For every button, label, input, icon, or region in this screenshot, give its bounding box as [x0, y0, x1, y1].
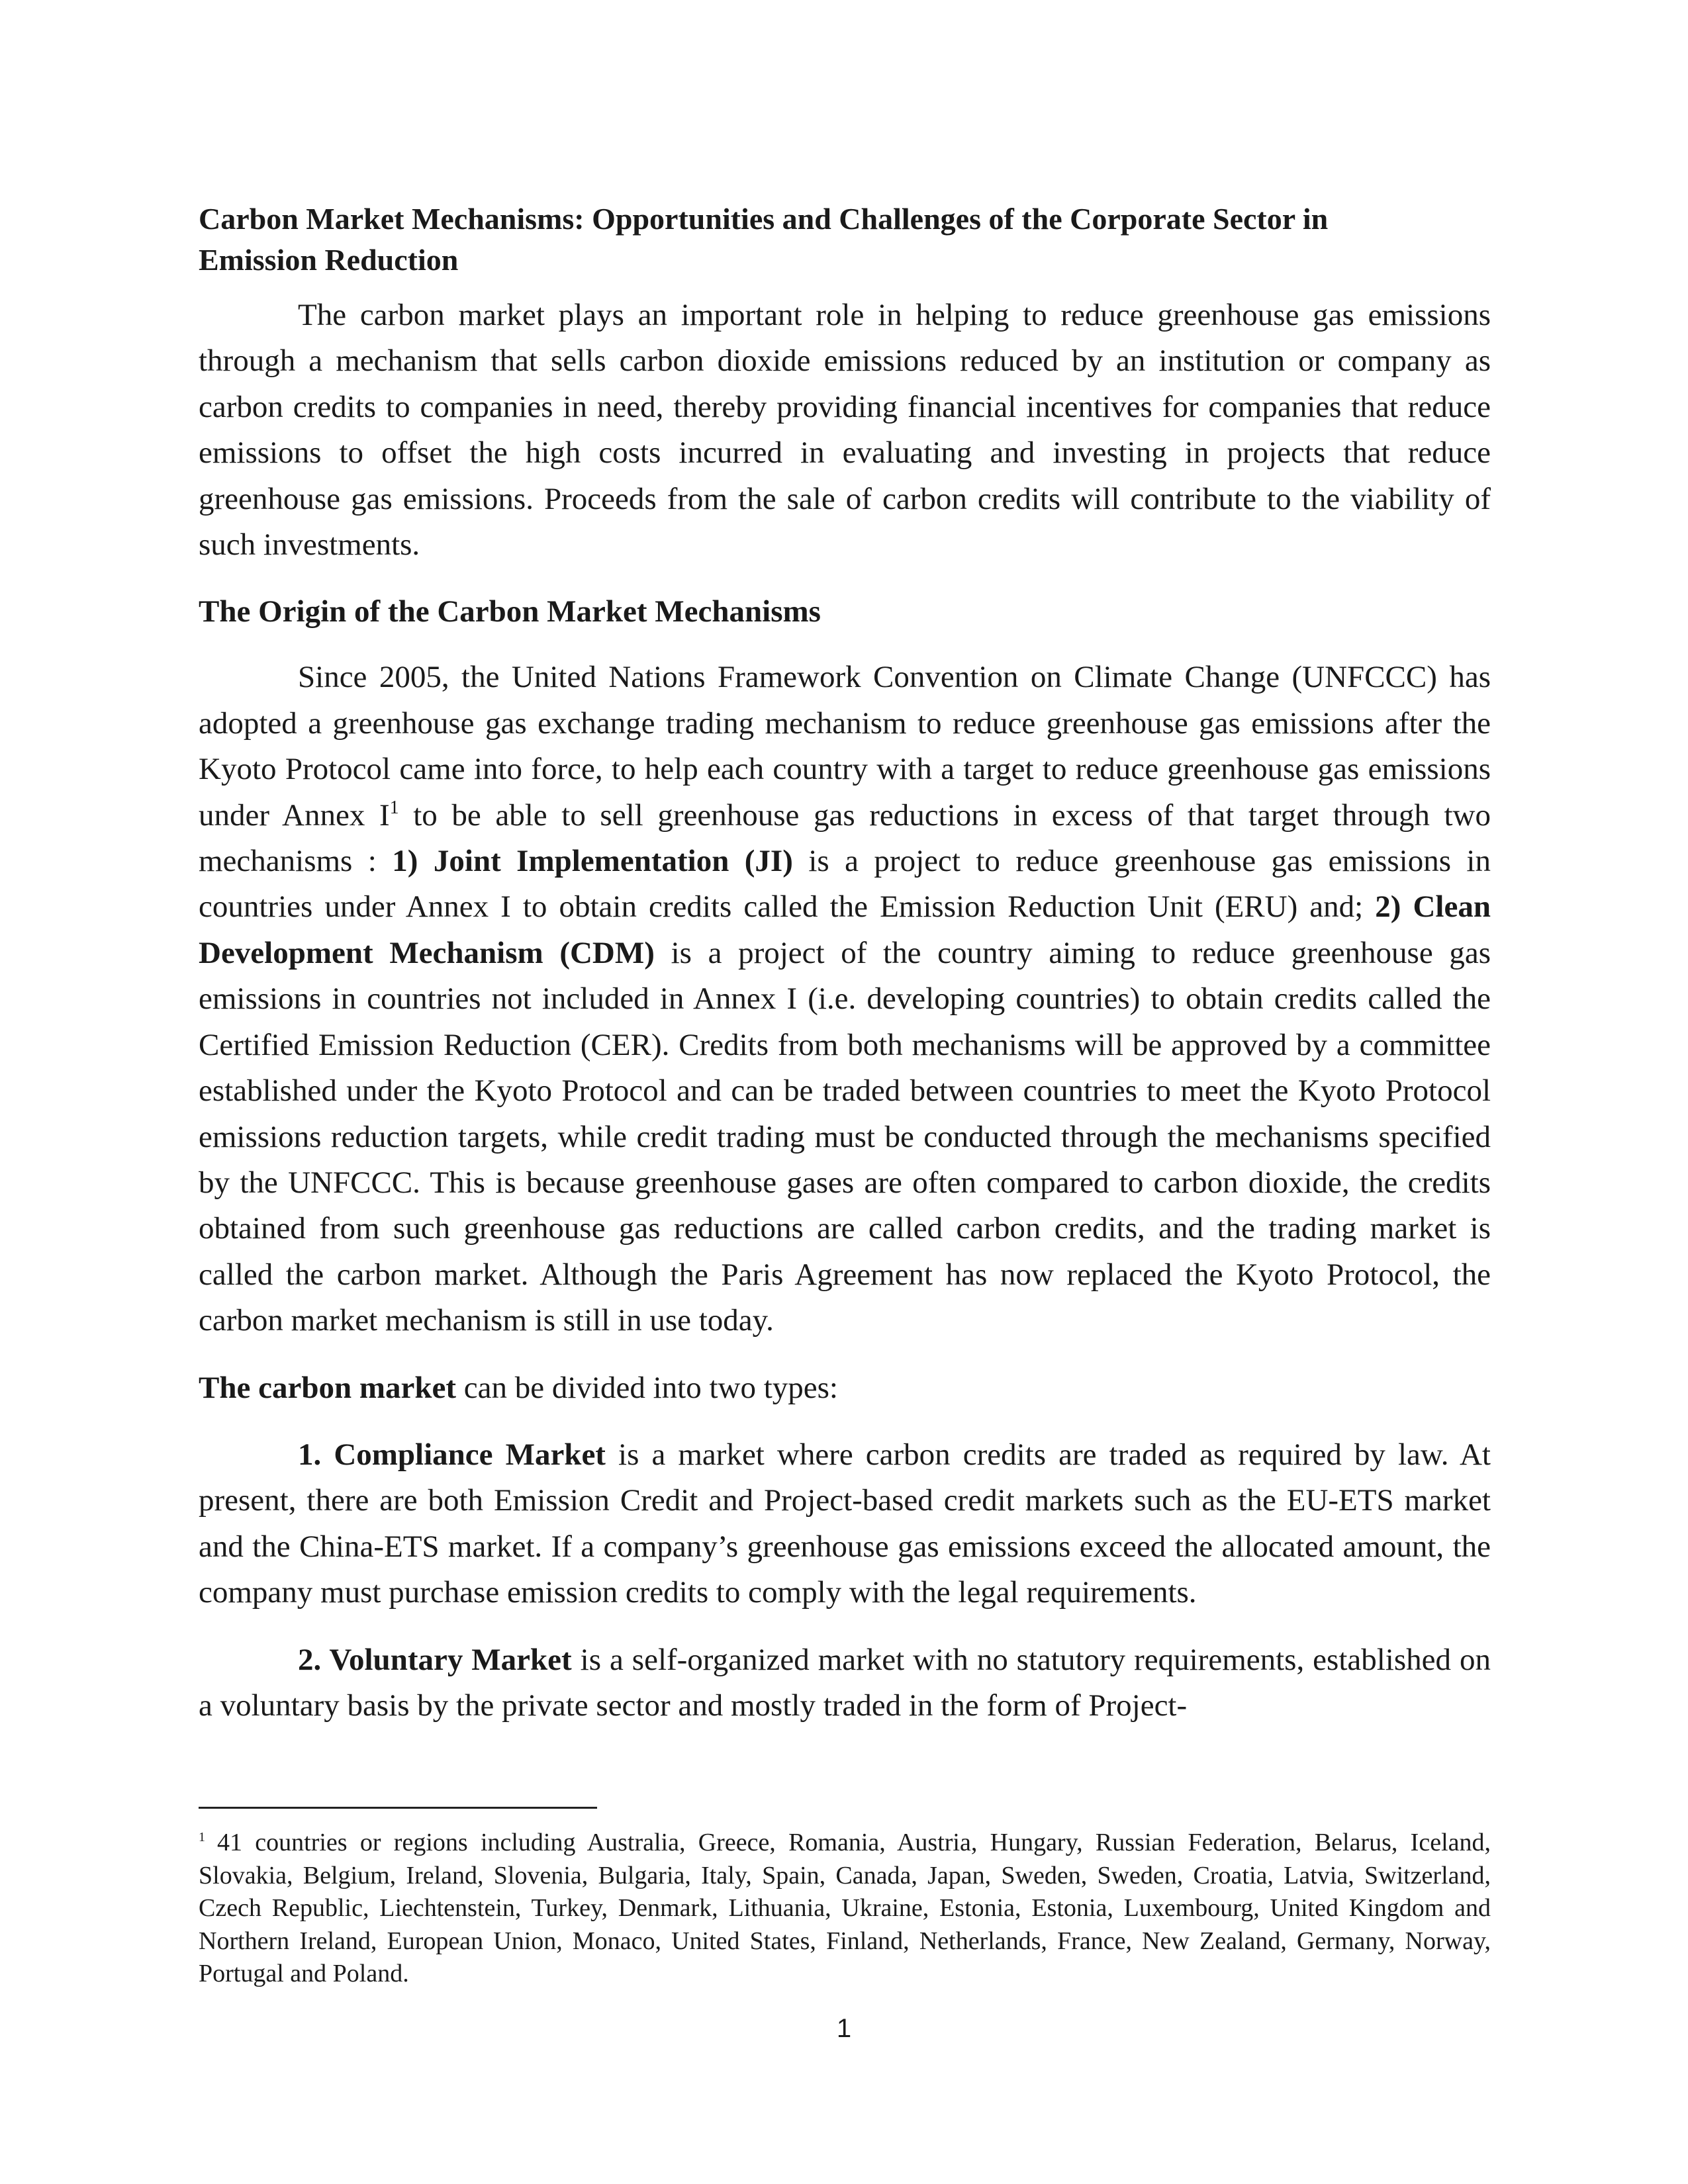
footnote-separator [199, 1807, 597, 1809]
footnote [199, 1821, 1491, 1991]
origin-text-2: to be able to sell greenhouse gas reductions in excess of that target through two mechanisms : [199, 797, 1491, 879]
title-line-1: Carbon Market Mechanisms: Opportunities and Challenges of the Corporate Sector in [199, 202, 1329, 236]
footnote-text: 41 countries or regions including Australia, Greece, Romania, Austria, Hungary, Russian Federation, Belarus, Iceland, Slovakia, Belgium, Ireland, Slovenia, Bulgaria, Italy, Spain, Canada, Japan, Sweden, Sweden, Croatia, Latvia, Switzerland, Czech Republic, Liechtenstein, Turkey, Denmark, Lithuania, Ukraine, Estonia, Estonia, Luxembourg, United Kingdom and Northern Ireland, European Union, Monaco, United States, Finland, Netherlands, France, New Zealand, Germany, Norway, Portugal and Poland. [199, 1829, 1491, 1987]
footnote-reference: 1 [389, 797, 399, 818]
voluntary-market-text: is a self-organized market with no statutory requirements, established on a voluntary basis by the private sector and mostly traded in the form of Project- [199, 1642, 1491, 1723]
compliance-market-paragraph [199, 1432, 1491, 1616]
origin-text-1: Since 2005, the United Nations Framework Convention on Climate Change (UNFCCC) has adopted a greenhouse gas exchange trading mechanism to reduce greenhouse gas emissions after the Kyoto Protocol came into force, to help each country with a target to reduce greenhouse gas emissions under Annex I [199, 660, 1491, 833]
origin-text-4: is a project of the country aiming to reduce greenhouse gas emissions in countries not included in Annex I (i.e. developing countries) to obtain credits called the Certified Emission Reduction (CER). Credits from both mechanisms will be approved by a committee established under the Kyoto Protocol and can be traded between countries to meet the Kyoto Protocol emissions reduction targets, while credit trading must be conducted through the mechanisms specified by the UNFCCC. This is because greenhouse gases are often compared to carbon dioxide, the credits obtained from such greenhouse gas reductions are called carbon credits, and the trading market is called the carbon market. Although the Paris Agreement has now replaced the Kyoto Protocol, the carbon market mechanism is still in use today. [199, 935, 1491, 1338]
cdm-term: 2) Clean Development Mechanism (CDM) [199, 889, 1491, 970]
joint-implementation-term: 1) Joint Implementation (JI) [392, 844, 793, 879]
document-title [199, 199, 1491, 281]
carbon-market-term: The carbon market [199, 1370, 457, 1405]
origin-paragraph [199, 655, 1491, 1343]
origin-text-3: is a project to reduce greenhouse gas emissions in countries under Annex I to obtain credits called the Emission Reduction Unit (ERU) and; [199, 844, 1491, 925]
intro-paragraph: The carbon market plays an important role in helping to reduce greenhouse gas emissions through a mechanism that sells carbon dioxide emissions reduced by an institution or company as carbon credits to companies in need, thereby providing financial incentives for companies that reduce emissions to offset the high costs incurred in evaluating and investing in projects that reduce greenhouse gas emissions. Proceeds from the sale of carbon credits will contribute to the viability of such investments. [199, 298, 1491, 563]
footnote-mark: 1 [199, 1830, 205, 1844]
compliance-market-text: is a market where carbon credits are traded as required by law. At present, there are both Emission Credit and Project-based credit markets such as the EU-ETS market and the China-ETS market. If a company’s greenhouse gas emissions exceed the allocated amount, the company must purchase emission credits to comply with the legal requirements. [199, 1437, 1491, 1610]
title-line-2: Emission Reduction [199, 243, 459, 277]
page-number: 1 [836, 2014, 852, 2043]
compliance-market-label: 1. Compliance Market [298, 1437, 606, 1472]
market-types-intro-text: can be divided into two types: [456, 1370, 838, 1405]
market-types-intro [199, 1365, 1491, 1411]
voluntary-market-paragraph [199, 1637, 1491, 1729]
document-body [199, 199, 1491, 1729]
voluntary-market-label: 2. Voluntary Market [298, 1642, 572, 1677]
origin-heading: The Origin of the Carbon Market Mechanisms [199, 594, 821, 629]
